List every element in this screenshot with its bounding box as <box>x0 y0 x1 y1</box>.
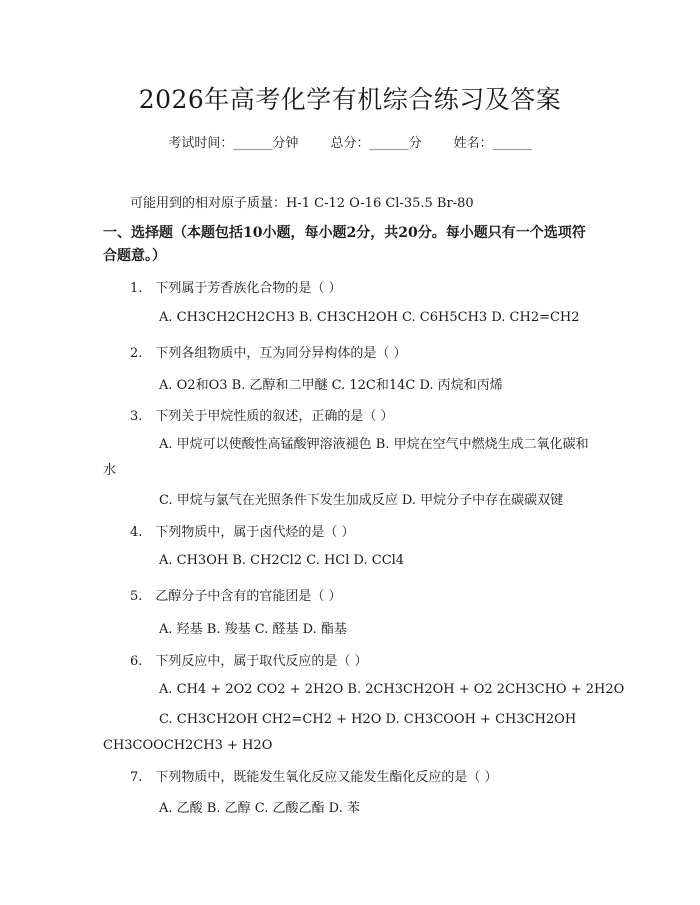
question-6-stem: 6. 下列反应中，属于取代反应的是（ ） <box>130 654 368 669</box>
exam-time-field: 考试时间：______分钟 <box>168 136 299 151</box>
question-6-options-ab: A. CH4 + 2O2 CO2 + 2H2O B. 2CH3CH2OH + O2 2CH3CHO + 2H2O <box>159 682 625 697</box>
question-5-options: A. 羟基 B. 羧基 C. 醛基 D. 酯基 <box>159 622 347 637</box>
exam-info-row <box>0 132 700 151</box>
question-7-options: A. 乙酸 B. 乙醇 C. 乙酸乙酯 D. 苯 <box>159 801 360 816</box>
question-1-options: A. CH3CH2CH2CH3 B. CH3CH2OH C. C6H5CH3 D. CH2=CH2 <box>159 310 580 325</box>
question-2-stem: 2. 下列各组物质中，互为同分异构体的是（ ） <box>130 346 407 361</box>
question-3-options-cd: C. 甲烷与氯气在光照条件下发生加成反应 D. 甲烷分子中存在碳碳双键 <box>159 493 564 508</box>
question-4-stem: 4. 下列物质中，属于卤代烃的是（ ） <box>130 525 355 540</box>
question-5-stem: 5. 乙醇分子中含有的官能团是（ ） <box>130 589 342 604</box>
question-6-options-cd: C. CH3CH2OH CH2=CH2 + H2O D. CH3COOH + CH3CH2OH CH3COOCH2CH3 + H2O <box>103 712 577 753</box>
question-3-stem: 3. 下列关于甲烷性质的叙述，正确的是（ ） <box>130 409 394 424</box>
section-1-header: 一、选择题（本题包括10小题，每小题2分，共20分。每小题只有一个选项符合题意。） <box>103 225 586 264</box>
page-title: 2026年高考化学有机综合练习及答案 <box>138 85 562 114</box>
exam-name-field: 姓名：______ <box>453 136 532 151</box>
question-7-stem: 7. 下列物质中，既能发生氧化反应又能发生酯化反应的是（ ） <box>130 770 498 785</box>
question-2-options: A. O2和O3 B. 乙醇和二甲醚 C. 12C和14C D. 丙烷和丙烯 <box>159 378 503 393</box>
question-3-options-ab: A. 甲烷可以使酸性高锰酸钾溶液褪色 B. 甲烷在空气中燃烧生成二氧化碳和水 <box>103 437 589 478</box>
exam-score-field: 总分：______分 <box>330 136 422 151</box>
question-4-options: A. CH3OH B. CH2Cl2 C. HCl D. CCl4 <box>159 553 405 568</box>
question-1-stem: 1. 下列属于芳香族化合物的是（ ） <box>130 281 342 296</box>
atomic-masses: 可能用到的相对原子质量：H-1 C-12 O-16 Cl-35.5 Br-80 <box>130 196 474 211</box>
